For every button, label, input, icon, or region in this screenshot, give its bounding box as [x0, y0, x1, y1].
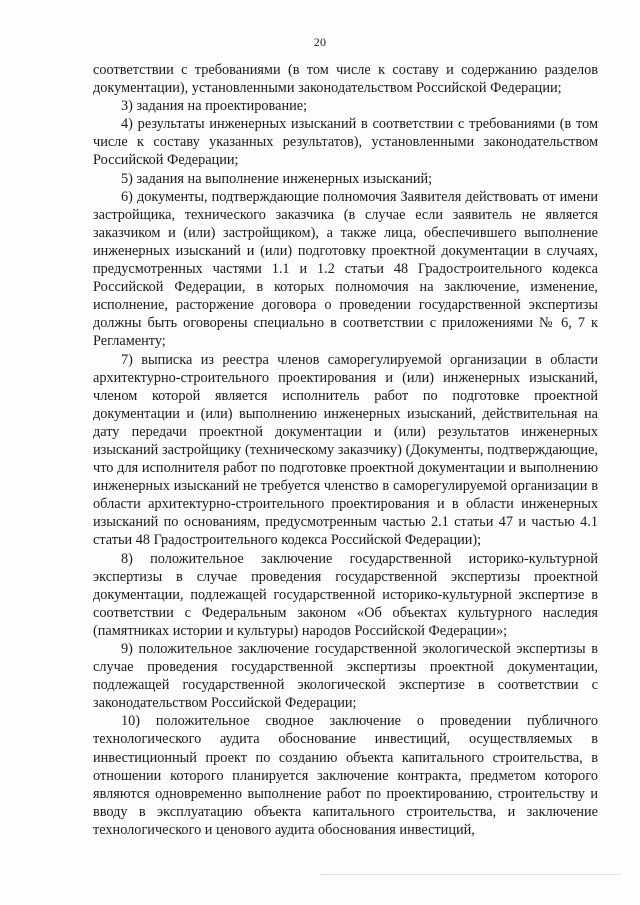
list-item-8: 8) положительное заключение государственной историко-культурной экспертизы в случае проведения государственной экспертизы проектной документации, подлежащей государственной историко-культурной экспертизе в соответствии с Федеральным законом «Об объектах культурного наследия (памятниках истории и культуры) народов Российской Федерации»;: [93, 550, 598, 639]
list-item-3: 3) задания на проектирование;: [121, 98, 308, 115]
list-item-9: 9) положительное заключение государственной экологической экспертизы в случае проведения государственной экспертизы проектной документации, подлежащей государственной экологической экспертизе в соответствии с законодательством Российской Федерации;: [93, 641, 598, 712]
list-item-4: 4) результаты инженерных изысканий в соответствии с требованиями (в том числе к составу указанных результатов), установленными законодательством Российской Федерации;: [93, 116, 598, 169]
paragraph-continuation: соответствии с требованиями (в том числе к составу и содержанию разделов документации), установленными законодательством Российской Федерации;: [93, 62, 598, 97]
list-item-5: 5) задания на выполнение инженерных изысканий;: [121, 170, 433, 187]
list-item-6: 6) документы, подтверждающие полномочия Заявителя действовать от имени застройщика, технического заказчика (в случае если заявитель не является заказчиком и (или) застройщиком), а также лица, обеспечившего выполнение инженерных изысканий и (или) подготовку проектной документации в случаях, предусмотренных частями 1.1 и 1.2 статьи 48 Градостроительного кодекса Российской Федерации, в которых полномочия на заключение, изменение, исполнение, расторжение договора о проведении государственной экспертизы должны быть оговорены специально в соответствии с приложениями № 6, 7 к Регламенту;: [93, 188, 598, 350]
list-item-7: 7) выписка из реестра членов саморегулируемой организации в области архитектурно-строительного проектирования и (или) инженерных изысканий, членом которой является исполнитель работ по подготовке проектной документации и (или) выполнению инженерных изысканий, действительная на дату передачи проектной документации и (или) результатов инженерных изысканий застройщику (техническому заказчику) (Документы, подтверждающие, что для исполнителя работ по подготовке проектной документации и выполнению инженерных изысканий не требуется членство в саморегулируемой организации в области архитектурно-строительного проектирования и в области инженерных изысканий по основаниям, предусмотренным частью 2.1 статьи 47 и частью 4.1 статьи 48 Градостроительного кодекса Российской Федерации);: [93, 351, 598, 549]
page-number: 20: [313, 35, 327, 49]
document-body: [93, 61, 598, 839]
scan-edge-line: [320, 874, 620, 875]
list-item-10: 10) положительное сводное заключение о проведении публичного технологического аудита обоснование инвестиций, осуществляемых в инвестиционный проект по созданию объекта капитального строительства, в отношении которого планируется заключение контракта, предметом которого являются одновременно выполнение работ по проектированию, строительству и вводу в эксплуатацию объекта капитального строительства, и заключение технологического и ценового аудита обоснования инвестиций,: [93, 713, 598, 838]
